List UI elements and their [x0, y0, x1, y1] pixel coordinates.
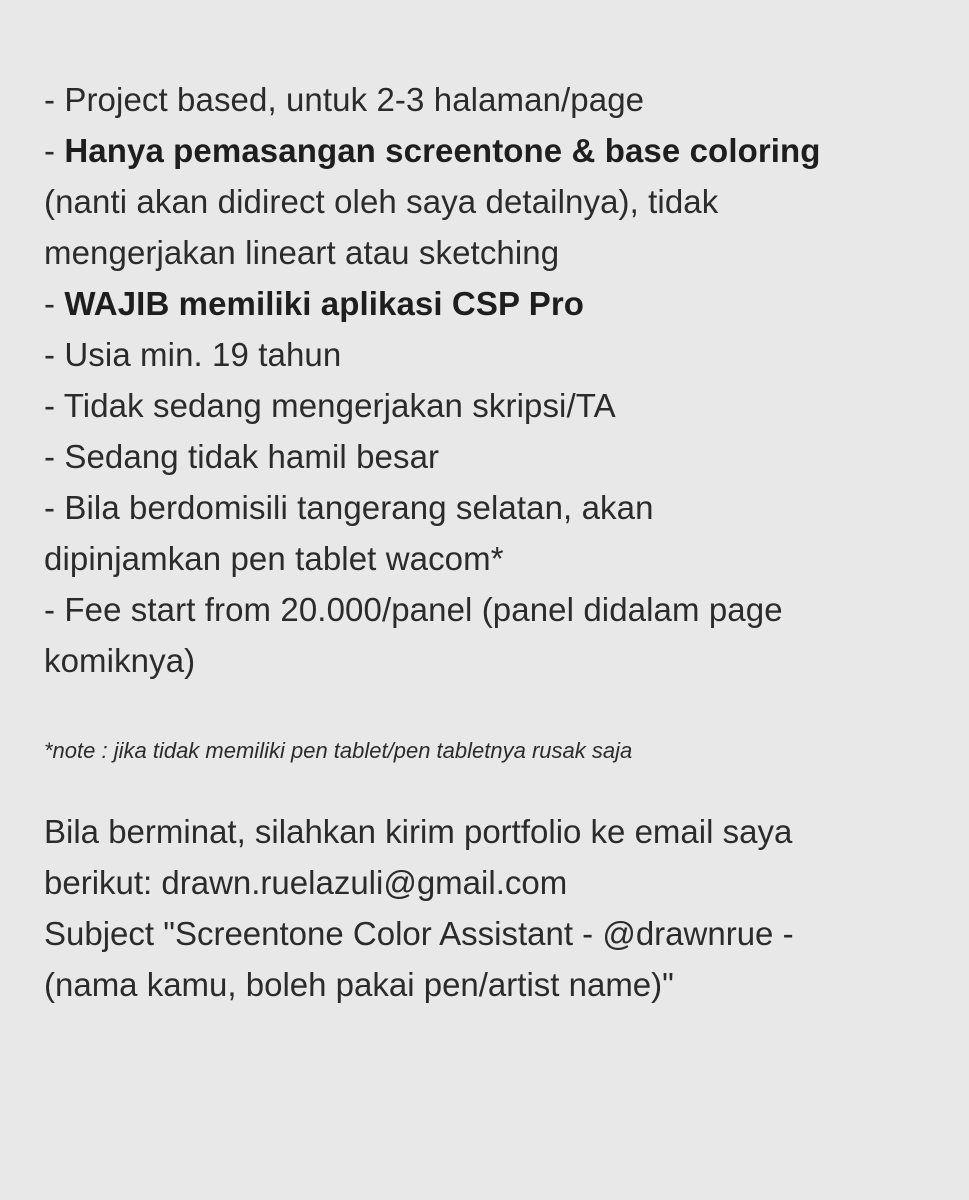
contact-subject-line-2: (nama kamu, boleh pakai pen/artist name)" [44, 966, 674, 1003]
requirement-project-based: - Project based, untuk 2-3 halaman/page [44, 81, 645, 118]
requirement-scope [44, 125, 944, 176]
requirement-fee-1: - Fee start from 20.000/panel (panel didalam page [44, 591, 783, 628]
requirement-software [44, 278, 944, 329]
requirement-age: - Usia min. 19 tahun [44, 336, 342, 373]
requirement-location-2: dipinjamkan pen tablet wacom* [44, 540, 504, 577]
requirement-fee-2: komiknya) [44, 642, 196, 679]
requirements-list [44, 74, 944, 686]
footnote: *note : jika tidak memiliki pen tablet/pen tabletnya rusak saja [44, 738, 633, 763]
contact-info [44, 806, 944, 1010]
contact-email-line: berikut: drawn.ruelazuli@gmail.com [44, 864, 568, 901]
contact-line-1: Bila berminat, silahkan kirim portfolio ke email saya [44, 813, 793, 850]
requirement-location-1: - Bila berdomisili tangerang selatan, akan [44, 489, 654, 526]
requirement-scope-detail-2: mengerjakan lineart atau sketching [44, 234, 560, 271]
bullet-dash: - [44, 132, 65, 169]
bullet-dash: - [44, 285, 65, 322]
requirement-thesis: - Tidak sedang mengerjakan skripsi/TA [44, 387, 616, 424]
requirement-scope-detail-1: (nanti akan didirect oleh saya detailnya), tidak [44, 183, 719, 220]
requirement-software-bold: WAJIB memiliki aplikasi CSP Pro [64, 285, 585, 322]
contact-subject-line-1: Subject "Screentone Color Assistant - @drawnrue - [44, 915, 794, 952]
requirement-scope-bold: Hanya pemasangan screentone & base coloring [64, 132, 821, 169]
requirement-pregnancy: - Sedang tidak hamil besar [44, 438, 440, 475]
